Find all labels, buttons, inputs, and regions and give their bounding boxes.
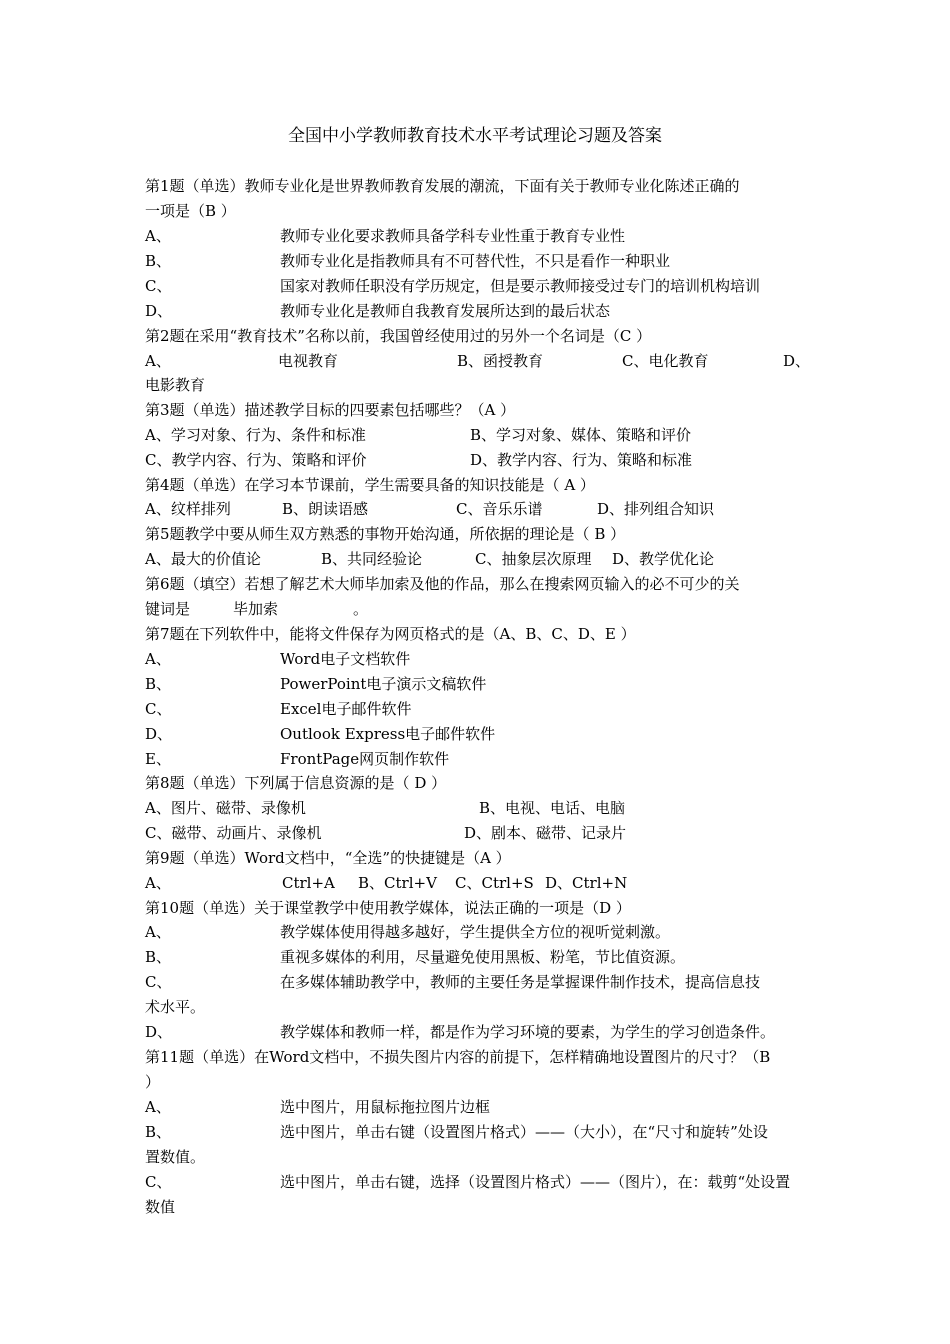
- line-segment: PowerPoint电子演示文稿软件: [280, 675, 487, 693]
- line-segment: 教学媒体和教师一样，都是作为学习环境的要素，为学生的学习创造条件。: [280, 1023, 776, 1041]
- line-segment: B、Ctrl+V: [358, 874, 437, 892]
- line-text: A、: [145, 352, 171, 370]
- line-segment: 电视教育: [278, 352, 339, 370]
- line-text: A、: [145, 650, 171, 668]
- line-segment: B、函授教育: [457, 352, 544, 370]
- line-text: D、: [145, 725, 173, 743]
- line-segment: 重视多媒体的利用，尽量避免使用黑板、粉笔，节比值资源。: [280, 948, 686, 966]
- line-segment: 教师专业化是教师自我教育发展所达到的最后状态: [280, 302, 611, 320]
- line-segment: D、剧本、磁带、记录片: [464, 824, 627, 842]
- line-text: B、: [145, 675, 172, 693]
- line-text: E、: [145, 750, 171, 768]
- document-title: 全国中小学教师教育技术水平考试理论习题及答案: [288, 126, 662, 146]
- line-segment: D、教学内容、行为、策略和标准: [470, 451, 693, 469]
- line-text: D、: [145, 1023, 173, 1041]
- line-text: 第11题（单选）在Word文档中，不损失图片内容的前提下，怎样精确地设置图片的尺寸？（B: [145, 1048, 771, 1066]
- line-text: 第10题（单选）关于课堂教学中使用教学媒体，说法正确的一项是（D ）: [145, 899, 631, 917]
- line-segment: B、朗读语感: [282, 500, 369, 518]
- line-text: C、教学内容、行为、策略和评价: [145, 451, 367, 469]
- line-segment: B、共同经验论: [321, 550, 423, 568]
- line-text: 电影教育: [145, 376, 206, 394]
- line-text: ）: [145, 1073, 161, 1091]
- line-text: A、: [145, 923, 171, 941]
- line-text: A、: [145, 874, 171, 892]
- line-text: 第2题在采用“教育技术”名称以前，我国曾经使用过的另外一个名词是（C ）: [145, 327, 652, 345]
- line-text: B、: [145, 948, 172, 966]
- line-text: 第5题教学中要从师生双方熟悉的事物开始沟通，所依据的理论是（ B ）: [145, 525, 626, 543]
- line-segment: B、学习对象、媒体、策略和评价: [470, 426, 692, 444]
- line-text: 第8题（单选）下列属于信息资源的是（ D ）: [145, 774, 447, 792]
- line-segment: C、抽象层次原理: [475, 550, 592, 568]
- line-text: 键词是: [145, 600, 191, 618]
- line-segment: Word电子文档软件: [280, 650, 411, 668]
- line-text: A、学习对象、行为、条件和标准: [145, 426, 366, 444]
- line-segment: Excel电子邮件软件: [280, 700, 412, 718]
- line-text: 第6题（填空）若想了解艺术大师毕加索及他的作品，那么在搜索网页输入的必不可少的关: [145, 575, 740, 593]
- line-segment: 选中图片，用鼠标拖拉图片边框: [280, 1098, 491, 1116]
- line-segment: 教学媒体使用得越多越好，学生提供全方位的视听觉刺激。: [280, 923, 671, 941]
- line-segment: 在多媒体辅助教学中，教师的主要任务是掌握课件制作技术，提高信息技: [280, 973, 761, 991]
- line-text: B、: [145, 252, 172, 270]
- line-text: A、图片、磁带、录像机: [145, 799, 306, 817]
- line-segment: D、: [783, 352, 811, 370]
- line-segment: C、音乐乐谱: [456, 500, 543, 518]
- line-text: 置数值。: [145, 1148, 206, 1166]
- line-text: D、: [145, 302, 173, 320]
- line-segment: Outlook Express电子邮件软件: [280, 725, 496, 743]
- line-text: C、: [145, 1173, 172, 1191]
- line-segment: D、Ctrl+N: [545, 874, 628, 892]
- line-text: A、: [145, 227, 171, 245]
- line-segment: 教师专业化是指教师具有不可替代性，不只是看作一种职业: [280, 252, 671, 270]
- line-segment: Ctrl+A: [282, 874, 335, 892]
- line-segment: 选中图片，单击右键（设置图片格式）——（大小），在“尺寸和旋转”处设: [280, 1123, 768, 1141]
- line-text: C、磁带、动画片、录像机: [145, 824, 322, 842]
- line-text: A、最大的价值论: [145, 550, 261, 568]
- line-segment: C、电化教育: [622, 352, 709, 370]
- line-segment: 选中图片，单击右键，选择（设置图片格式）——（图片），在：载剪“处设置: [280, 1173, 791, 1191]
- line-segment: FrontPage网页制作软件: [280, 750, 450, 768]
- line-segment: 毕加索: [233, 600, 279, 618]
- line-segment: D、排列组合知识: [597, 500, 715, 518]
- line-segment: C、Ctrl+S: [455, 874, 534, 892]
- line-text: 第1题（单选）教师专业化是世界教师教育发展的潮流，下面有关于教师专业化陈述正确的: [145, 177, 740, 195]
- line-text: 第3题（单选）描述教学目标的四要素包括哪些？（A ）: [145, 401, 516, 419]
- line-text: 第9题（单选）Word文档中，“全选”的快捷键是（A ）: [145, 849, 511, 867]
- line-segment: B、电视、电话、电脑: [479, 799, 626, 817]
- line-text: 术水平。: [145, 998, 206, 1016]
- line-text: A、纹样排列: [145, 500, 231, 518]
- line-text: A、: [145, 1098, 171, 1116]
- line-segment: 教师专业化要求教师具备学科专业性重于教育专业性: [280, 227, 626, 245]
- line-text: C、: [145, 277, 172, 295]
- line-segment: 国家对教师任职没有学历规定，但是要示教师接受过专门的培训机构培训: [280, 277, 761, 295]
- line-text: C、: [145, 973, 172, 991]
- line-text: 一项是（B ）: [145, 202, 236, 220]
- line-text: B、: [145, 1123, 172, 1141]
- line-text: 第4题（单选）在学习本节课前，学生需要具备的知识技能是（ A ）: [145, 476, 595, 494]
- line-text: 数值: [145, 1198, 176, 1216]
- line-text: 第7题在下列软件中，能将文件保存为网页格式的是（A、B、C、D、E ）: [145, 625, 636, 643]
- line-segment: 。: [353, 600, 369, 618]
- line-segment: D、教学优化论: [612, 550, 715, 568]
- line-text: C、: [145, 700, 172, 718]
